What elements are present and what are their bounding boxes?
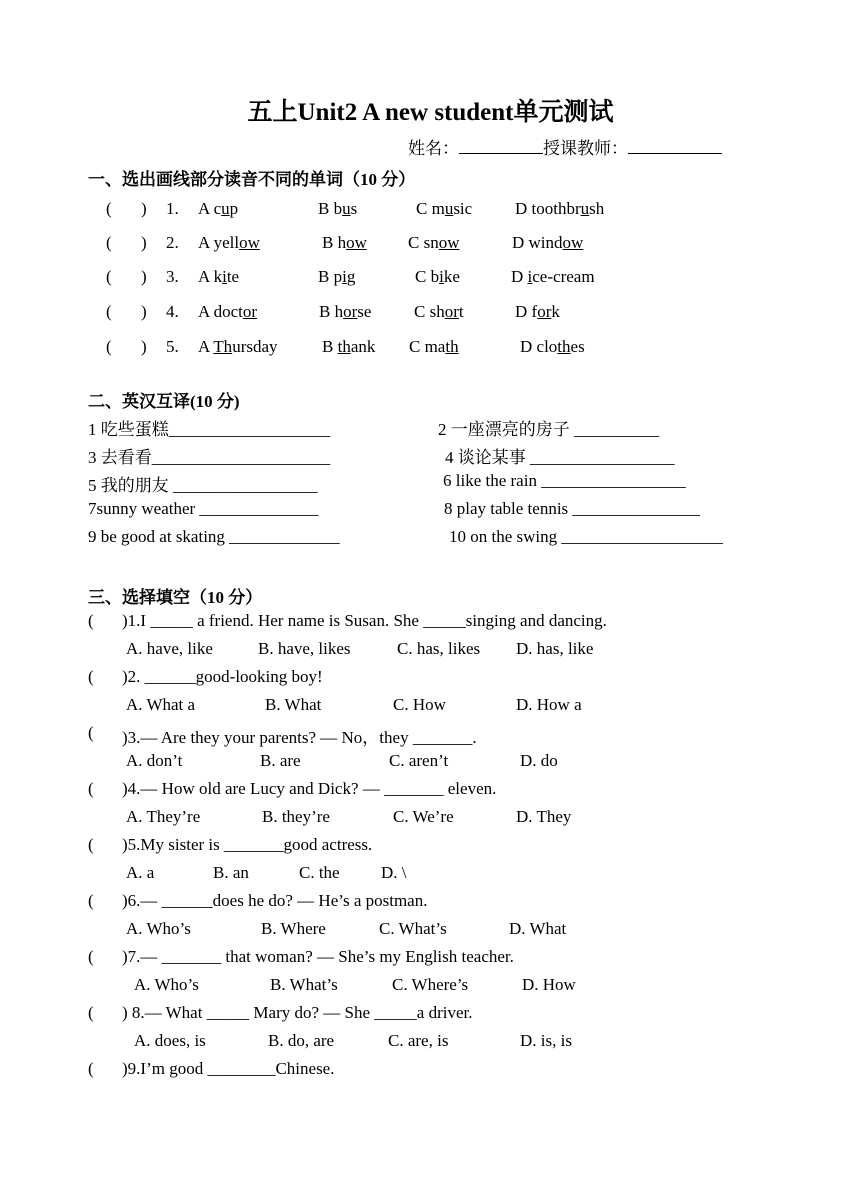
word-part: C m [416,199,445,218]
word-option [515,302,560,322]
word-part: D toothbr [515,199,581,218]
answer-paren-open: ( [106,233,112,252]
choice-option: C. How [393,695,446,714]
word-part: es [570,337,585,356]
answer-paren-open: ( [88,667,94,686]
question-text: )7.— _______ that woman? — She’s my English teacher. [122,947,514,966]
question-text: )4.— How old are Lucy and Dick? — _______ eleven. [122,779,497,798]
choice-option: C. aren’t [389,751,449,770]
word-option [198,233,260,253]
answer-paren-open: ( [88,1059,94,1078]
underlined-part: i [342,267,347,286]
choice-option: A. a [126,863,155,882]
name-label: 姓名： [408,139,459,158]
underlined-part: ow [346,233,367,252]
choice-option: D. do [520,751,558,770]
word-part: p [229,199,239,218]
choice-option: C. has, likes [397,639,481,658]
choice-option: B. Where [261,919,326,938]
word-part: D clo [520,337,558,356]
choice-option: D. They [516,807,572,826]
teacher-label: 授课教师： [543,139,628,158]
choice-option: B. do, are [268,1031,335,1050]
answer-paren-open: ( [88,779,94,798]
choice-option: A. What a [126,695,196,714]
translation-item: 6 like the rain _________________ [443,471,686,490]
underlined-part: or [444,302,459,321]
word-option [512,233,583,253]
word-part: B h [322,233,347,252]
translation-item: 5 我的朋友 _________________ [88,476,318,495]
word-part: A c [198,199,222,218]
word-part: D [511,267,528,286]
teacher-blank[interactable] [628,139,722,154]
word-part: te [226,267,240,286]
word-option [198,199,238,219]
question-number: 3. [166,267,179,286]
underlined-part: ow [438,233,460,252]
choice-option: A. They’re [126,807,201,826]
word-option [319,302,371,322]
underlined-part: u [444,199,454,218]
underlined-part: i [222,267,227,286]
word-part: ursday [232,337,278,356]
choice-option: A. Who’s [126,919,191,938]
question-text: )9.I’m good ________Chinese. [122,1059,335,1078]
choice-option: B. are [260,751,301,770]
underlined-part: i [527,267,533,286]
answer-paren-open: ( [88,723,94,742]
question-text: )5.My sister is _______good actress. [122,835,373,854]
word-option [318,267,355,287]
answer-paren-open: ( [88,891,94,910]
choice-option: A. have, like [126,639,213,658]
underlined-part: or [242,302,258,321]
translation-item: 1 吃些蛋糕___________________ [88,420,331,439]
word-part: B h [319,302,344,321]
word-option [322,233,367,253]
word-part: C sh [414,302,445,321]
choice-option: B. an [213,863,249,882]
translation-item: 9 be good at skating _____________ [88,527,340,546]
answer-paren-close: ) [141,199,147,218]
underlined-part: u [342,199,351,218]
answer-paren-open: ( [88,1003,94,1022]
word-part: ce-cream [532,267,595,286]
page-title: 五上Unit2 A new student单元测试 [247,99,614,126]
translation-item: 2 一座漂亮的房子 __________ [438,420,659,439]
word-part: D wind [512,233,563,252]
translation-item: 8 play table tennis _______________ [444,499,700,518]
choice-option: D. is, is [520,1031,572,1050]
word-part: C b [415,267,440,286]
word-part: B b [318,199,343,218]
answer-paren-open: ( [106,267,112,286]
word-option [414,302,464,322]
choice-option: C. are, is [388,1031,449,1050]
choice-option: D. How [522,975,576,994]
underlined-part: th [445,337,459,356]
word-part: t [458,302,464,321]
question-number: 1. [166,199,179,218]
word-part: ke [443,267,460,286]
section3-heading: 三、选择填空（10 分） [88,588,263,607]
translation-item: 10 on the swing ___________________ [449,527,723,546]
question-text: )1.I _____ a friend. Her name is Susan. She _____singing and dancing. [122,611,607,630]
choice-option: C. Where’s [392,975,469,994]
underlined-part: ow [239,233,260,252]
word-option [511,267,595,287]
underlined-part: i [439,267,444,286]
underlined-part: Th [213,337,233,356]
choice-option: D. What [509,919,567,938]
underlined-part: ow [562,233,584,252]
word-part: A [198,337,214,356]
word-part: g [346,267,356,286]
question-number: 5. [166,337,179,356]
underlined-part: or [537,302,552,321]
word-part: A k [198,267,223,286]
choice-option: C. the [299,863,340,882]
name-teacher-line [408,134,722,159]
question-number: 4. [166,302,179,321]
word-part: D f [515,302,538,321]
choice-option: B. What’s [270,975,338,994]
underlined-part: or [343,302,358,321]
question-number: 2. [166,233,179,252]
answer-paren-close: ) [141,233,147,252]
word-option [416,199,472,219]
word-part: C ma [409,337,446,356]
answer-paren-close: ) [141,337,147,356]
name-blank[interactable] [459,139,543,154]
word-part: se [357,302,372,321]
choice-option: A. Who’s [134,975,199,994]
word-option [408,233,460,253]
question-text: )2. ______good-looking boy! [122,667,323,686]
word-part: sic [453,199,473,218]
underlined-part: u [580,199,590,218]
underlined-part: u [221,199,230,218]
choice-option: B. they’re [262,807,330,826]
choice-option: A. does, is [134,1031,206,1050]
word-part: A doct [198,302,243,321]
question-text: )6.— ______does he do? — He’s a postman. [122,891,428,910]
word-option [318,199,357,219]
underlined-part: th [557,337,571,356]
answer-paren-open: ( [106,302,112,321]
question-text: ) 8.— What _____ Mary do? — She _____a driver. [122,1003,473,1022]
answer-paren-close: ) [141,267,147,286]
answer-paren-open: ( [106,199,112,218]
section2-heading: 二、英汉互译(10 分) [88,392,240,411]
choice-option: B. What [265,695,322,714]
choice-option: D. How a [516,695,582,714]
word-part: s [350,199,358,218]
word-option [520,337,585,357]
word-part: k [551,302,560,321]
word-option [415,267,460,287]
answer-paren-open: ( [88,835,94,854]
answer-paren-open: ( [88,947,94,966]
word-part: B [322,337,338,356]
translation-item: 3 去看看_____________________ [88,448,331,467]
translation-item: 4 谈论某事 _________________ [445,448,675,467]
underlined-part: th [337,337,351,356]
word-part: B p [318,267,343,286]
word-option [409,337,459,357]
word-option [198,337,278,357]
choice-option: B. have, likes [258,639,351,658]
choice-option: C. What’s [379,919,447,938]
translation-item: 7sunny weather ______________ [88,499,319,518]
question-text: )3.— Are they your parents? — No，they _______. [122,728,477,747]
section1-heading: 一、选出画线部分读音不同的单词（10 分） [88,170,416,189]
choice-option: C. We’re [393,807,454,826]
word-part: C sn [408,233,439,252]
word-part: ank [350,337,376,356]
answer-paren-close: ) [141,302,147,321]
word-option [515,199,604,219]
choice-option: A. don’t [126,751,183,770]
answer-paren-open: ( [106,337,112,356]
answer-paren-open: ( [88,611,94,630]
word-part: A yell [198,233,240,252]
word-option [322,337,375,357]
choice-option: D. has, like [516,639,594,658]
word-option [198,302,257,322]
word-part: sh [589,199,605,218]
choice-option: D. \ [381,863,407,882]
word-option [198,267,239,287]
